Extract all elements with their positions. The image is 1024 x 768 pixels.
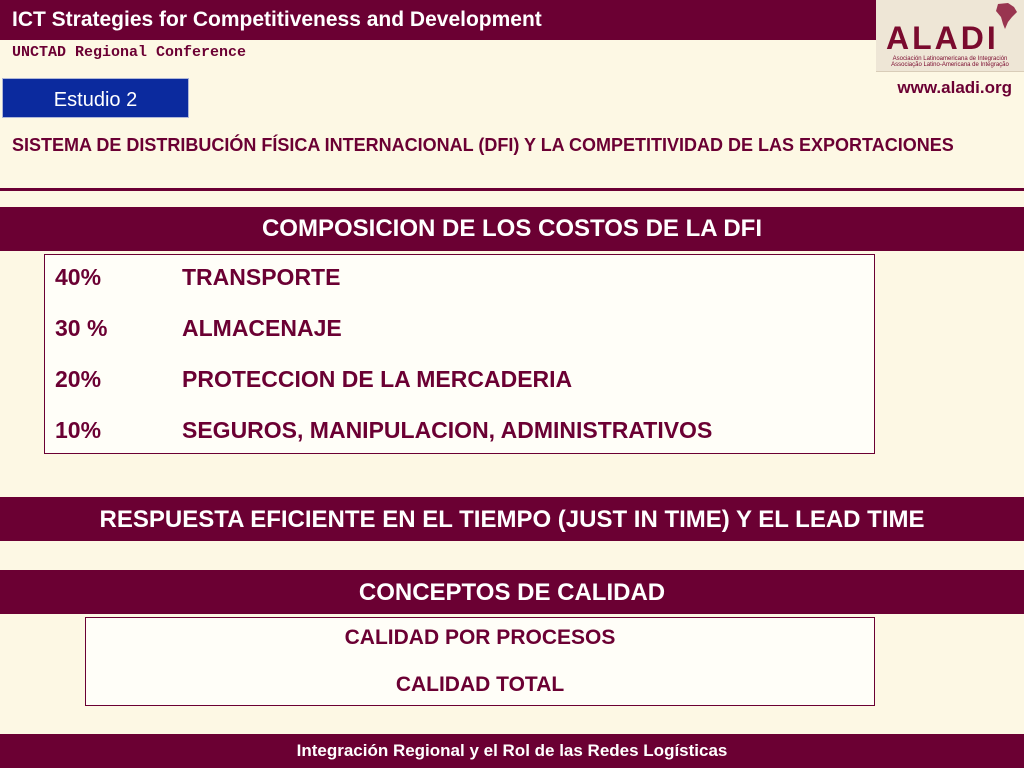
response-band: RESPUESTA EFICIENTE EN EL TIEMPO (JUST IN TIME) Y EL LEAD TIME xyxy=(0,497,1024,541)
cost-percent: 20% xyxy=(55,366,102,392)
cost-section-title: COMPOSICION DE LOS COSTOS DE LA DFI xyxy=(0,207,1024,251)
quality-concept: CALIDAD POR PROCESOS xyxy=(344,626,616,649)
logo-wordmark: ALADI xyxy=(886,20,999,56)
study-label: Estudio 2 xyxy=(2,78,189,118)
main-heading: SISTEMA DE DISTRIBUCIÓN FÍSICA INTERNACIONAL (DFI) Y LA COMPETITIVIDAD DE LAS EXPORTACIONES xyxy=(12,135,954,155)
cost-label: ALMACENAJE xyxy=(182,315,342,341)
aladi-logo xyxy=(876,0,1024,72)
logo-subtitle xyxy=(884,56,1016,68)
cost-label: TRANSPORTE xyxy=(182,264,341,290)
cost-percent: 10% xyxy=(55,417,102,443)
cost-percent: 40% xyxy=(55,264,102,290)
quality-concept: CALIDAD TOTAL xyxy=(395,673,565,696)
logo-subtitle-line-2: Associação Latino-Americana de Integração xyxy=(891,62,1009,68)
heading-divider xyxy=(0,188,1024,191)
cost-breakdown-box xyxy=(44,254,875,454)
conference-subtitle: UNCTAD Regional Conference xyxy=(12,44,247,61)
logo-subtitle-line-1: Asociación Latinoamericana de Integración xyxy=(892,56,1008,62)
cost-label: PROTECCION DE LA MERCADERIA xyxy=(182,366,573,392)
website-url: www.aladi.org xyxy=(897,78,1012,97)
footer-caption: Integración Regional y el Rol de las Redes Logísticas xyxy=(0,734,1024,768)
cost-label: SEGUROS, MANIPULACION, ADMINISTRATIVOS xyxy=(182,417,713,443)
quality-section-title: CONCEPTOS DE CALIDAD xyxy=(0,570,1024,614)
presentation-title: ICT Strategies for Competitiveness and Development xyxy=(0,0,876,40)
cost-percent: 30 % xyxy=(55,315,108,341)
quality-concepts-box xyxy=(85,617,875,706)
